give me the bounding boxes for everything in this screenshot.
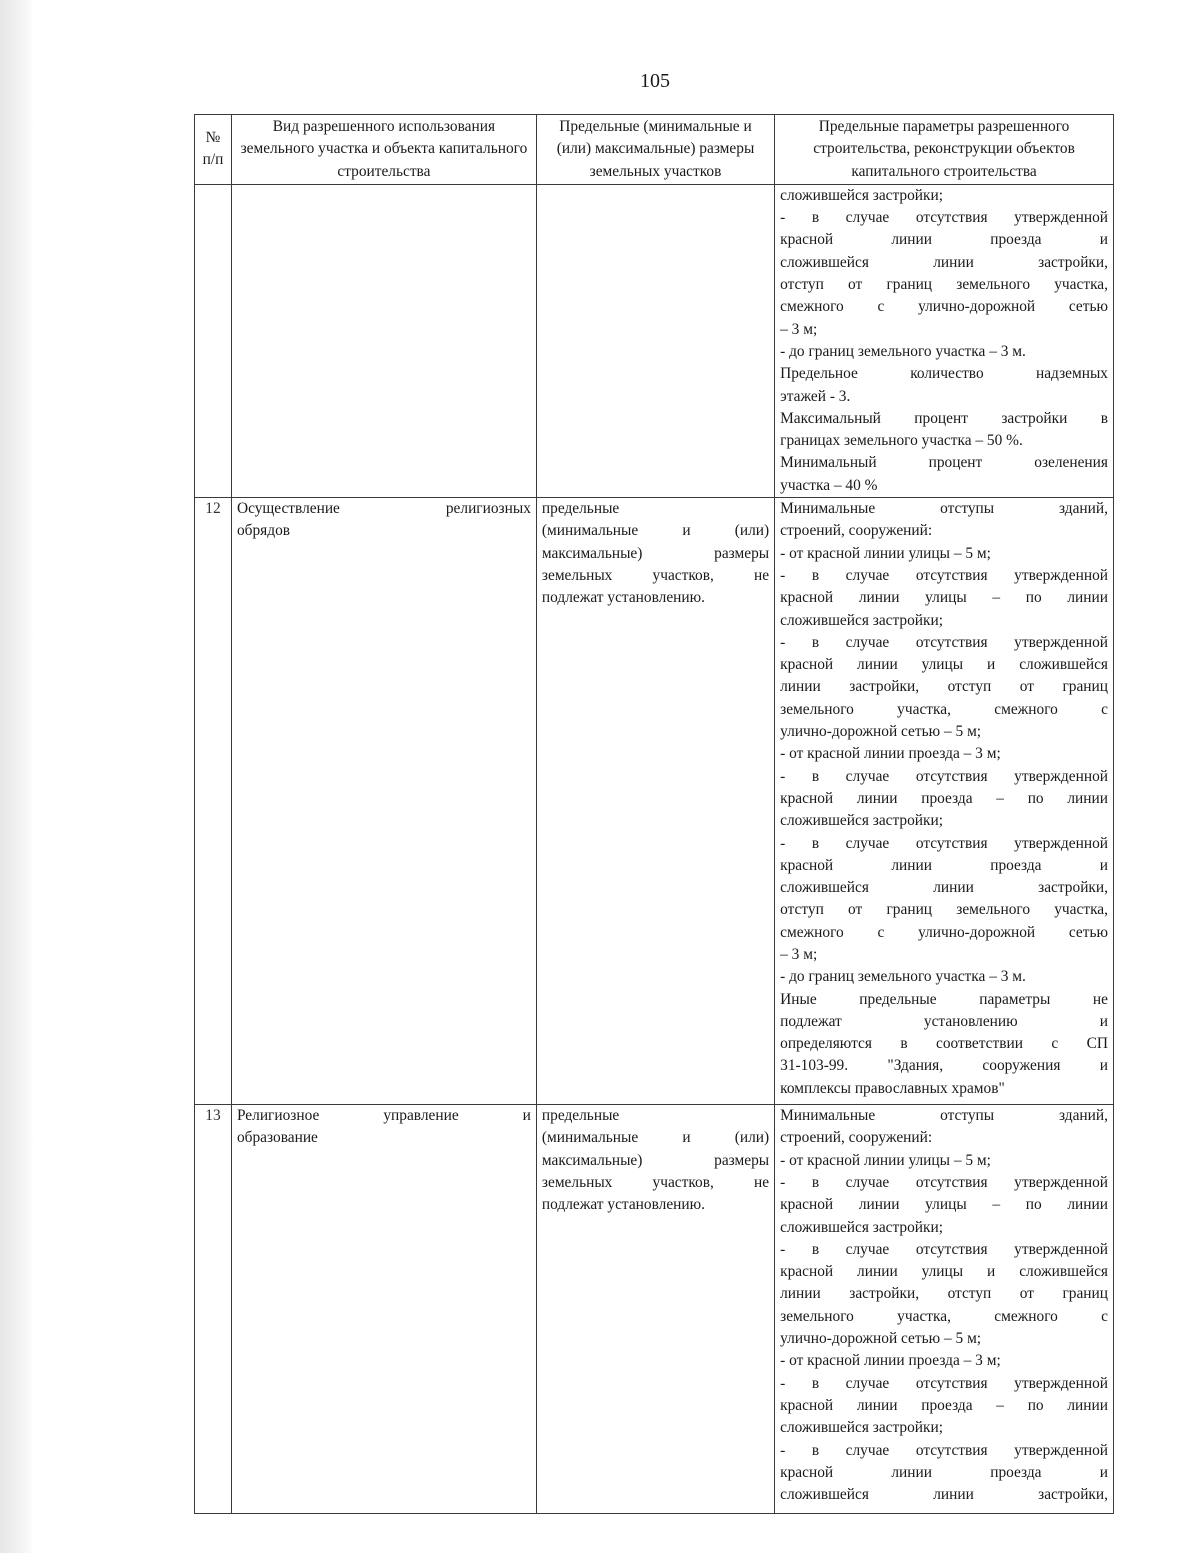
cell-line: подлежат установлению. bbox=[541, 589, 705, 607]
cell-line: - в случае отсутствия утвержденной bbox=[780, 834, 1108, 852]
cell-line: земельных участков, не bbox=[541, 1173, 770, 1191]
cell-line: Минимальные отступы зданий, bbox=[780, 500, 1108, 518]
cell-line: сложившейся линии застройки, bbox=[780, 253, 1108, 271]
cell-line: сложившейся застройки; bbox=[780, 611, 944, 629]
cell-line: Религиозное управление и bbox=[236, 1107, 531, 1125]
page-number: 105 bbox=[640, 70, 670, 92]
cell-line: - от красной линии улицы – 5 м; bbox=[780, 544, 991, 562]
cell-line: отступ от границ земельного участка, bbox=[780, 276, 1108, 294]
header-usage-type: Вид разрешенного использования земельного участка и объекта капитального строительства bbox=[231, 115, 536, 185]
cell-line: - до границ земельного участка – 3 м. bbox=[780, 342, 1026, 360]
cell-line: 31-103-99. "Здания, сооружения и bbox=[780, 1057, 1108, 1075]
cell-line: смежного с улично-дорожной сетью bbox=[780, 298, 1108, 316]
cell-plot-sizes bbox=[536, 184, 774, 497]
cell-line: границах земельного участка – 50 %. bbox=[780, 432, 1023, 450]
scan-edge-shadow bbox=[0, 0, 34, 1553]
cell-line: сложившейся застройки; bbox=[780, 186, 944, 204]
cell-line: – 3 м; bbox=[780, 945, 818, 963]
cell-num bbox=[195, 184, 232, 497]
cell-line: линии застройки, отступ от границ bbox=[780, 678, 1108, 696]
cell-num: 12 bbox=[195, 498, 232, 1105]
cell-line: сложившейся застройки; bbox=[780, 1218, 944, 1236]
cell-line: - до границ земельного участка – 3 м. bbox=[780, 968, 1026, 986]
cell-line: улично-дорожной сетью – 5 м; bbox=[780, 1330, 982, 1348]
cell-line: строений, сооружений: bbox=[780, 522, 933, 540]
cell-line: Минимальный процент озеленения bbox=[780, 454, 1108, 472]
cell-line: строений, сооружений: bbox=[780, 1129, 933, 1147]
cell-line: красной линии улицы – по линии bbox=[780, 589, 1108, 607]
cell-line: красной линии проезда и bbox=[780, 231, 1108, 249]
cell-construction-params bbox=[775, 498, 1114, 1105]
table-row bbox=[195, 184, 1114, 497]
cell-line: - от красной линии проезда – 3 м; bbox=[780, 1352, 1001, 1370]
cell-line: - в случае отсутствия утвержденной bbox=[780, 1173, 1108, 1191]
cell-usage-type bbox=[231, 1105, 536, 1514]
cell-construction-params bbox=[775, 184, 1114, 497]
cell-plot-sizes bbox=[536, 1105, 774, 1514]
cell-line: максимальные) размеры bbox=[541, 544, 770, 562]
cell-line: - в случае отсутствия утвержденной bbox=[780, 1374, 1108, 1392]
cell-line: - от красной линии проезда – 3 м; bbox=[780, 745, 1001, 763]
table-header-row bbox=[195, 115, 1114, 185]
cell-line: максимальные) размеры bbox=[541, 1151, 770, 1169]
cell-line: - в случае отсутствия утвержденной bbox=[780, 1240, 1108, 1258]
cell-line: красной линии улицы – по линии bbox=[780, 1196, 1108, 1214]
cell-usage-type bbox=[231, 498, 536, 1105]
cell-line: Осуществление религиозных bbox=[236, 500, 531, 518]
cell-line: обрядов bbox=[236, 522, 291, 540]
table-row bbox=[195, 1105, 1114, 1514]
cell-line: улично-дорожной сетью – 5 м; bbox=[780, 723, 982, 741]
cell-line: (минимальные и (или) bbox=[541, 1129, 770, 1147]
cell-line: - в случае отсутствия утвержденной bbox=[780, 209, 1108, 227]
cell-line: – 3 м; bbox=[780, 320, 818, 338]
cell-line: линии застройки, отступ от границ bbox=[780, 1285, 1108, 1303]
cell-line: Предельное количество надземных bbox=[780, 365, 1108, 383]
header-num: № п/п bbox=[195, 115, 232, 185]
cell-line: земельного участка, смежного с bbox=[780, 1307, 1108, 1325]
cell-line: - в случае отсутствия утвержденной bbox=[780, 767, 1108, 785]
cell-line: красной линии проезда и bbox=[780, 856, 1108, 874]
cell-line: подлежат установлению. bbox=[541, 1196, 705, 1214]
cell-line: этажей - 3. bbox=[780, 387, 851, 405]
cell-line: земельного участка, смежного с bbox=[780, 700, 1108, 718]
cell-line: (минимальные и (или) bbox=[541, 522, 770, 540]
cell-line: определяются в соответствии с СП bbox=[780, 1035, 1108, 1053]
cell-line: сложившейся линии застройки, bbox=[780, 1486, 1108, 1504]
cell-line: сложившейся застройки; bbox=[780, 812, 944, 830]
cell-line: - в случае отсутствия утвержденной bbox=[780, 633, 1108, 651]
cell-line: Минимальные отступы зданий, bbox=[780, 1107, 1108, 1125]
cell-line: земельных участков, не bbox=[541, 566, 770, 584]
cell-line: Максимальный процент застройки в bbox=[780, 409, 1108, 427]
cell-line: красной линии улицы и сложившейся bbox=[780, 656, 1108, 674]
cell-line: - от красной линии улицы – 5 м; bbox=[780, 1151, 991, 1169]
cell-line: смежного с улично-дорожной сетью bbox=[780, 923, 1108, 941]
regulations-table bbox=[194, 114, 1114, 1514]
cell-line: сложившейся линии застройки, bbox=[780, 879, 1108, 897]
cell-line: отступ от границ земельного участка, bbox=[780, 901, 1108, 919]
cell-line: участка – 40 % bbox=[780, 476, 878, 494]
table-row bbox=[195, 498, 1114, 1105]
cell-num: 13 bbox=[195, 1105, 232, 1514]
cell-line: красной линии проезда – по линии bbox=[780, 789, 1108, 807]
cell-line: сложившейся застройки; bbox=[780, 1419, 944, 1437]
cell-line: комплексы православных храмов" bbox=[780, 1079, 1005, 1097]
cell-line: предельные bbox=[541, 1107, 620, 1125]
cell-line: - в случае отсутствия утвержденной bbox=[780, 566, 1108, 584]
cell-line: красной линии улицы и сложившейся bbox=[780, 1263, 1108, 1281]
cell-line: образование bbox=[236, 1129, 318, 1147]
header-plot-sizes: Предельные (минимальные и (или) максимальные) размеры земельных участков bbox=[536, 115, 774, 185]
header-construction-params: Предельные параметры разрешенного строительства, реконструкции объектов капитального строительства bbox=[775, 115, 1114, 185]
cell-line: подлежат установлению и bbox=[780, 1012, 1108, 1030]
cell-line: красной линии проезда и bbox=[780, 1463, 1108, 1481]
cell-line: предельные bbox=[541, 500, 620, 518]
cell-line: - в случае отсутствия утвержденной bbox=[780, 1441, 1108, 1459]
cell-line: красной линии проезда – по линии bbox=[780, 1396, 1108, 1414]
cell-usage-type bbox=[231, 184, 536, 497]
cell-plot-sizes bbox=[536, 498, 774, 1105]
cell-construction-params bbox=[775, 1105, 1114, 1514]
cell-line: Иные предельные параметры не bbox=[780, 990, 1108, 1008]
